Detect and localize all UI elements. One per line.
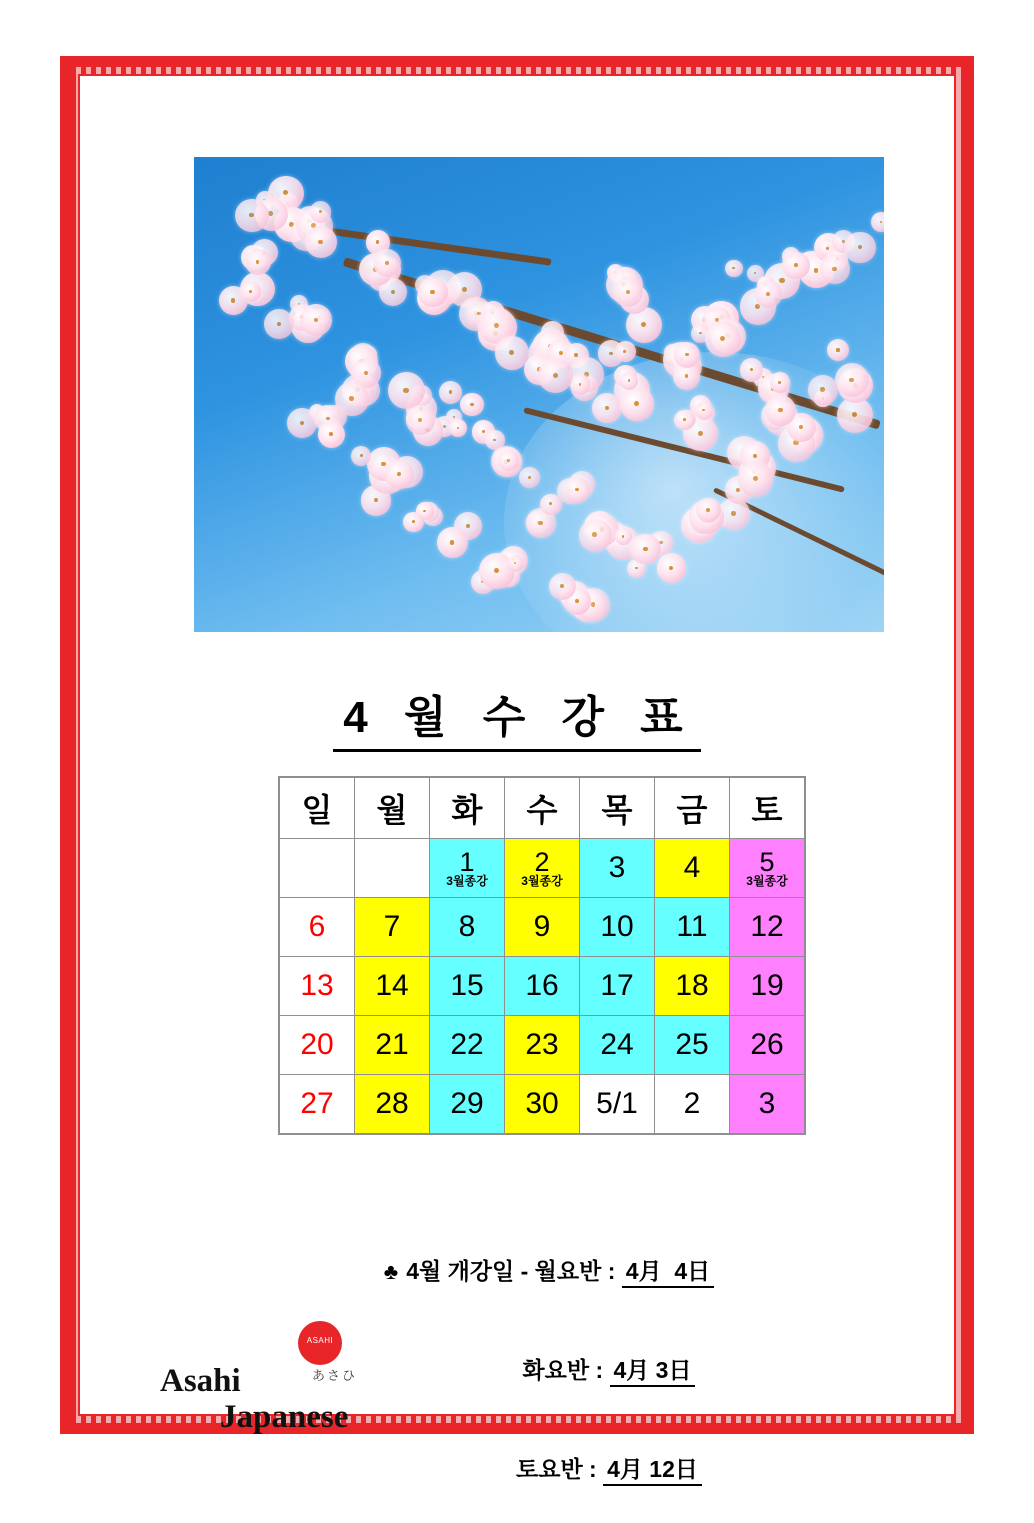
cherry-blossom-icon <box>696 498 721 523</box>
calendar-day-cell <box>730 957 806 1016</box>
calendar-day-cell <box>580 957 655 1016</box>
calendar-day-number: 15 <box>450 969 484 1003</box>
calendar-day-cell <box>355 839 430 898</box>
cherry-blossom-icon <box>388 372 425 409</box>
calendar-header-5: 금 <box>655 777 730 839</box>
calendar-day-number: 1 <box>459 847 475 878</box>
calendar-day-cell <box>430 1016 505 1075</box>
cherry-blossom-icon <box>827 339 849 361</box>
cherry-blossom-icon <box>264 309 294 339</box>
note-tuesday-label: 화요반 : <box>522 1357 610 1383</box>
calendar-day-number: 9 <box>533 910 551 944</box>
calendar-week-row <box>279 898 805 957</box>
cherry-blossom-icon <box>738 461 774 497</box>
logo-line-1: Asahi <box>160 1363 241 1399</box>
calendar-day-cell <box>505 839 580 898</box>
cherry-blossom-icon <box>385 460 414 489</box>
page-title-text: 4 월 수 강 표 <box>333 681 700 752</box>
cherry-blossom-icon <box>300 304 332 336</box>
cherry-blossom-icon <box>305 226 337 258</box>
calendar-week-row <box>279 1016 805 1075</box>
calendar-header-6: 토 <box>730 777 806 839</box>
note-monday-value: 4月 4日 <box>622 1258 714 1288</box>
note-monday-label: 4월 개강일 - 월요반 : <box>406 1258 622 1284</box>
calendar-day-cell <box>355 957 430 1016</box>
calendar-day-number: 6 <box>308 910 326 944</box>
calendar-day-number: 21 <box>375 1028 409 1062</box>
calendar-day-cell <box>430 898 505 957</box>
cherry-blossom-icon <box>318 421 345 448</box>
calendar-day-number: 3 <box>758 1087 776 1121</box>
cherry-blossom-icon <box>540 494 561 515</box>
calendar-day-cell <box>655 957 730 1016</box>
calendar-day-cell <box>730 1075 806 1135</box>
calendar-day-cell <box>279 957 355 1016</box>
note-tuesday-value: 4月 3日 <box>610 1357 696 1387</box>
calendar-table <box>278 776 806 1135</box>
calendar-day-cell <box>730 1016 806 1075</box>
cherry-blossom-icon <box>725 260 743 278</box>
cherry-blossom-icon <box>844 232 876 264</box>
cherry-blossom-icon <box>538 358 574 394</box>
calendar-header-row <box>279 777 805 839</box>
cherry-blossom-icon <box>498 450 519 471</box>
calendar-day-number: 14 <box>375 969 409 1003</box>
calendar-day-cell <box>279 898 355 957</box>
calendar-header-1: 월 <box>355 777 430 839</box>
calendar-day-number: 13 <box>300 969 334 1003</box>
cherry-blossom-icon <box>592 393 622 423</box>
cherry-blossom-icon <box>705 321 741 357</box>
logo-line-2: Japanese <box>220 1399 349 1435</box>
cherry-blossom-icon <box>460 393 484 417</box>
calendar-day-cell <box>655 898 730 957</box>
calendar-day-cell <box>430 1075 505 1135</box>
cherry-blossom-icon <box>765 395 796 426</box>
calendar-day-number: 4 <box>683 851 701 885</box>
cherry-blossom-icon <box>449 419 467 437</box>
calendar-day-number: 2 <box>683 1087 701 1121</box>
calendar-week-row <box>279 1075 805 1135</box>
calendar-day-cell <box>505 1016 580 1075</box>
calendar-day-cell <box>279 1016 355 1075</box>
calendar-day-number: 16 <box>525 969 559 1003</box>
cherry-blossom-icon <box>782 252 810 280</box>
calendar-day-cell <box>355 1016 430 1075</box>
calendar-day-number: 2 <box>534 847 550 878</box>
calendar-day-cell <box>430 957 505 1016</box>
calendar-day-cell <box>505 957 580 1016</box>
calendar-day-number: 5 <box>759 847 775 878</box>
cherry-blossom-icon <box>674 342 700 368</box>
clover-icon: ♣ <box>383 1259 399 1284</box>
cherry-blossom-icon <box>808 375 839 406</box>
calendar-day-number: 22 <box>450 1028 484 1062</box>
decorative-page-border <box>60 56 974 1482</box>
asahi-japanese-logo <box>160 1321 420 1435</box>
calendar-day-number: 11 <box>676 910 708 944</box>
calendar-day-number: 28 <box>375 1087 409 1121</box>
cherry-blossom-icon <box>418 278 448 308</box>
calendar-day-cell <box>730 898 806 957</box>
cherry-blossom-icon <box>495 336 529 370</box>
calendar-day-cell <box>655 1075 730 1135</box>
calendar-week-row <box>279 839 805 898</box>
calendar-day-number: 24 <box>600 1028 634 1062</box>
calendar-day-note: 3월종강 <box>446 873 488 888</box>
calendar-day-number: 25 <box>675 1028 709 1062</box>
calendar-day-number: 7 <box>383 910 401 944</box>
calendar-week-row <box>279 957 805 1016</box>
page-title <box>80 681 954 752</box>
calendar-day-number: 17 <box>600 969 634 1003</box>
document-content <box>80 76 954 1482</box>
cherry-blossom-icon <box>620 372 638 390</box>
calendar-day-number: 27 <box>300 1087 334 1121</box>
cherry-blossom-icon <box>755 280 783 308</box>
calendar-header-3: 수 <box>505 777 580 839</box>
calendar-day-number: 10 <box>600 910 634 944</box>
calendar-day-number: 20 <box>300 1028 334 1062</box>
calendar-day-number: 29 <box>450 1087 484 1121</box>
cherry-blossom-icon <box>695 401 713 419</box>
calendar-day-cell <box>580 839 655 898</box>
calendar-day-note: 3월종강 <box>521 873 563 888</box>
calendar-day-cell <box>580 1016 655 1075</box>
calendar-day-cell <box>655 1016 730 1075</box>
calendar-day-cell <box>279 839 355 898</box>
calendar-day-number: 8 <box>458 910 476 944</box>
cherry-blossom-icon <box>241 281 262 302</box>
logo-japanese-text: あさひ <box>312 1368 358 1383</box>
calendar-day-cell <box>430 839 505 898</box>
calendar-day-number: 30 <box>525 1087 559 1121</box>
note-line-monday <box>80 1226 954 1313</box>
calendar-header-4: 목 <box>580 777 655 839</box>
cherry-blossom-icon <box>871 212 884 232</box>
cherry-blossom-icon <box>565 477 590 502</box>
cherry-blossom-icon <box>507 555 524 572</box>
calendar-day-number: 23 <box>525 1028 559 1062</box>
cherry-blossom-icon <box>439 381 462 404</box>
cherry-blossom-icon <box>657 553 687 583</box>
calendar-header-0: 일 <box>279 777 355 839</box>
calendar-day-cell <box>730 839 806 898</box>
cherry-blossom-icon <box>437 527 468 558</box>
cherry-blossom-icon <box>740 358 764 382</box>
calendar-body <box>279 839 805 1135</box>
cherry-blossom-icon <box>403 512 424 533</box>
cherry-blossom-icon <box>245 249 271 275</box>
calendar-day-cell <box>355 898 430 957</box>
calendar-day-number: 5/1 <box>596 1087 638 1121</box>
calendar-day-cell <box>655 839 730 898</box>
page-inner-border <box>78 74 956 1482</box>
cherry-blossom-icon <box>820 254 850 284</box>
cherry-blossom-photo <box>194 157 884 632</box>
sun-logo-text: ASAHI <box>306 1336 334 1345</box>
rising-sun-icon <box>298 1321 342 1365</box>
calendar-day-cell <box>505 898 580 957</box>
cherry-blossom-icon <box>620 387 654 421</box>
calendar-day-cell <box>580 1075 655 1135</box>
cherry-blossom-icon <box>770 372 790 392</box>
calendar-day-number: 12 <box>750 910 784 944</box>
note-saturday-value: 4月 12日 <box>603 1456 702 1486</box>
cherry-blossom-icon <box>570 374 590 394</box>
note-saturday-label: 토요반 : <box>516 1456 604 1482</box>
calendar-day-note: 3월종강 <box>746 873 788 888</box>
calendar-day-cell <box>355 1075 430 1135</box>
calendar-day-cell <box>505 1075 580 1135</box>
calendar-day-cell <box>580 898 655 957</box>
calendar-day-number: 19 <box>750 969 784 1003</box>
note-line-saturday <box>80 1424 954 1511</box>
cherry-blossom-icon <box>406 406 435 435</box>
calendar-day-number: 18 <box>675 969 709 1003</box>
calendar-day-cell <box>279 1075 355 1135</box>
calendar-day-number: 26 <box>750 1028 784 1062</box>
cherry-blossom-icon <box>335 382 369 416</box>
cherry-blossom-icon <box>615 341 636 362</box>
calendar-day-number: 3 <box>608 851 626 885</box>
cherry-blossom-icon <box>579 519 612 552</box>
cherry-blossom-icon <box>310 201 332 223</box>
calendar-header-2: 화 <box>430 777 505 839</box>
cherry-blossom-icon <box>235 199 269 233</box>
